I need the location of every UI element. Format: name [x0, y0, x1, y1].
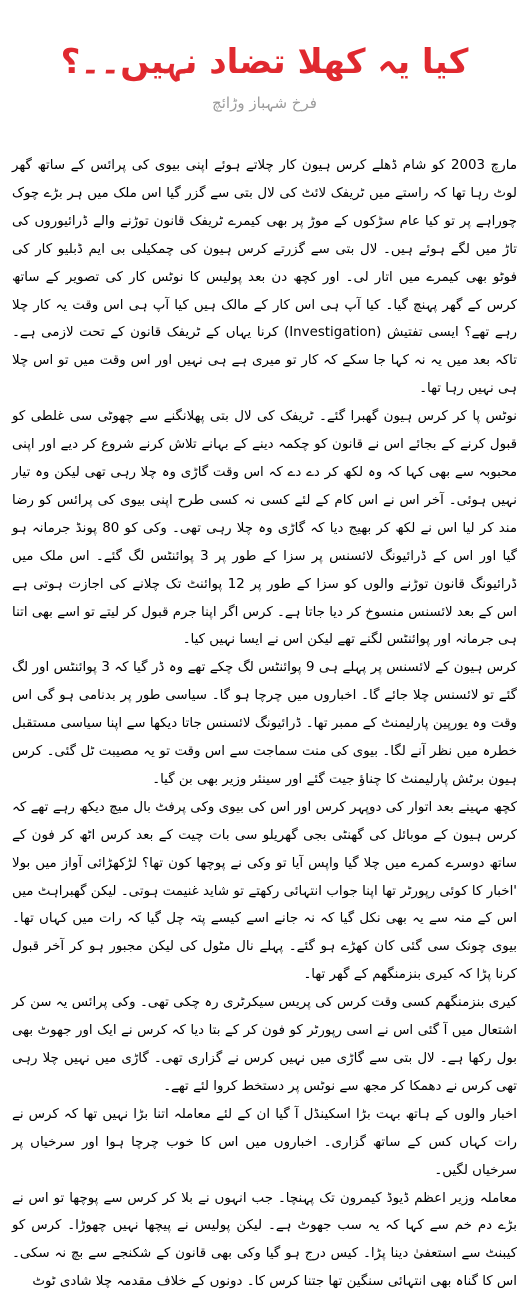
- paragraph: کچھ مہینے بعد اتوار کی دوپہر کرس اور اس کی بیوی وکی پرفٹ بال میچ دیکھ رہے تھے کہ کرس ہیون کے موبائل کی گھنٹی بجی گھریلو سی بات چیت کے بعد کرس اٹھ کر فون کے ساتھ دوسرے کمرے میں چلا گیا واپس آیا تو وکی نے پوچھا کون تھا؟ لڑکھڑائی آواز میں بولا 'اخبار کا کوئی رپورٹر تھا اپنا جواب انتہائی رکھتے تو شاید غنیمت ہوتی۔ لیکن گھبراہٹ میں اس کے منہ سے یہ بھی نکل گیا کہ نہ جانے اسے کیسے پتہ چل گیا کہ رات میں کہاں تھا۔ بیوی چونک سی گئی کان کھڑے ہو گئے۔ پہلے نال مٹول کی لیکن مجبور ہو کر آخر قبول کرنا پڑا کہ کیری بنزمنگھم کے گھر تھا۔: [12, 799, 517, 983]
- paragraph: معاملہ وزیر اعظم ڈیوڈ کیمرون تک پہنچا۔ جب انہوں نے بلا کر کرس سے پوچھا تو اس نے بڑے دم خم سے کہا کہ یہ سب جھوٹ ہے۔ لیکن پولیس نے پیچھا نہیں چھوڑا۔ کرس کو کیبنٹ سے استعفیٰ دینا پڑا۔ کیس درج ہو گیا وکی بھی قانون کے شکنجے سے بچ نہ سکی۔ اس کا گناہ بھی انتہائی سنگین تھا جتنا کرس کا۔ دونوں کے خلاف مقدمہ چلا شادی ٹوٹ: [12, 1190, 517, 1290]
- article-title: کیا یہ کھلا تضاد نہیں۔۔؟: [60, 42, 469, 82]
- paragraph: کرس ہیون کے لائسنس پر پہلے ہی 9 پوائنٹس لگ چکے تھے وہ ڈر گیا کہ 3 پوائنٹس اور لگ گئے تو لائسنس چلا جائے گا۔ اخباروں میں چرچا ہو گا۔ سیاسی طور پر بدنامی ہو گی اس وقت وہ یورپین پارلیمنٹ کے ممبر تھا۔ ڈرائیونگ لائسنس جاتا دیکھا سے اپنا سیاسی مستقبل خطرہ میں نظر آنے لگا۔ بیوی کی منت سماجت سے اس وقت تو یہ مصیبت ٹل گئی۔ کرس ہیون برٹش پارلیمنٹ کا چناؤ جیت گئے اور سینئر وزیر بھی بن گیا۔: [12, 660, 518, 787]
- author-byline: فرخ شہباز وڑائچ: [212, 94, 317, 112]
- article-body: [12, 152, 517, 1296]
- paragraph: کیری بنزمنگھم کسی وقت کرس کی پریس سیکرٹری رہ چکی تھی۔ وکی پرائس یہ سن کر اشتعال میں آ گئی اس نے اسی رپورٹر کو فون کر کے بتا دیا کہ کرس نے ایک اور جھوٹ بھی بول رکھا ہے۔ لال بتی سے گاڑی میں نہیں کرس نے گزاری تھی۔ گاڑی میں نہیں چلا رہی تھی کرس نے دھمکا کر مجھ سے نوٹس پر دستخط کروا لئے تھے۔: [12, 995, 517, 1094]
- paragraph: نوٹس پا کر کرس ہیون گھبرا گئے۔ ٹریفک کی لال بتی پھلانگنے سے چھوٹی سی غلطی کو قبول کرنے کے بجائے اس نے قانون کو چکمہ دینے کے بہانے تلاش کرنے شروع کر دیے اور اپنی محبوبہ سے بھی کہا کہ وہ لکھ کر دے دے کہ اس وقت گاڑی وہ چلا رہی تھی لیکن وہ تیار نہیں ہوئی۔ آخر اس نے اس کام کے لئے کسی نہ کسی طرح اپنی بیوی کی پرائس کو رضا مند کر لیا اس نے لکھ کر بھیج دیا کہ گاڑی وہ چلا رہی تھی۔ وکی کو 80 پونڈ جرمانہ ہو گیا اور اس کے ڈرائیونگ لائسنس پر سزا کے طور پر 3 پوائنٹس لگ گئے۔ اس ملک میں ڈرائیونگ قانون توڑنے والوں کو سزا کے طور پر 12 پوائنٹ تک چلانے کی اجازت ہوتی ہے اس کے بعد لائسنس منسوخ کر دیا جاتا ہے۔ کرس اگر اپنا جرم قبول کر لیتے تو اسے بھی اتنا ہی جرمانہ اور پوائنٹس لگنے تھے لیکن اس نے ایسا نہیں کیا۔: [12, 409, 517, 648]
- paragraph: مارچ 2003 کو شام ڈھلے کرس ہیون کار چلاتے ہوئے اپنی بیوی کی پرائس کے ساتھ گھر لوٹ رہا تھا کہ راستے میں ٹریفک لائٹ کی لال بتی سے گزر گیا اس ملک میں ہر بڑے چوک چوراہے پر تو کیا عام سڑکوں کے موڑ پر بھی کیمرے ٹریفک قانون توڑنے والے ڈرائیوروں کی تاڑ میں لگے ہوئے ہیں۔ لال بتی سے گزرتے کرس ہیون کی چمکیلی بی ایم ڈبلیو کار کی فوٹو بھی کیمرے میں اتار لی۔ اور کچھ دن بعد پولیس کا نوٹس کار کی تصویر کے ساتھ کرس کے گھر پہنچ گیا۔ کیا آپ ہی اس کار کے مالک ہیں کیا آپ ہی اس وقت یہ کار چلا رہے تھے؟ ایسی تفتیش (Investigation) کرنا یہاں کے ٹریفک قانون کے تحت لازمی ہے۔ تاکہ بعد میں یہ نہ کہا جا سکے کہ کار تو میری ہے ہی نہیں اور اس وقت میں تو اس چلا ہی نہیں رہا تھا۔: [12, 158, 517, 397]
- paragraph: اخبار والوں کے ہاتھ بہت بڑا اسکینڈل آ گیا ان کے لئے معاملہ اتنا بڑا نہیں تھا کہ کرس نے رات کہاں کس کے ساتھ گزاری۔ اخباروں میں اس کا خوب چرچا ہوا اور سرخیاں پر سرخیاں لگیں۔: [12, 1106, 517, 1178]
